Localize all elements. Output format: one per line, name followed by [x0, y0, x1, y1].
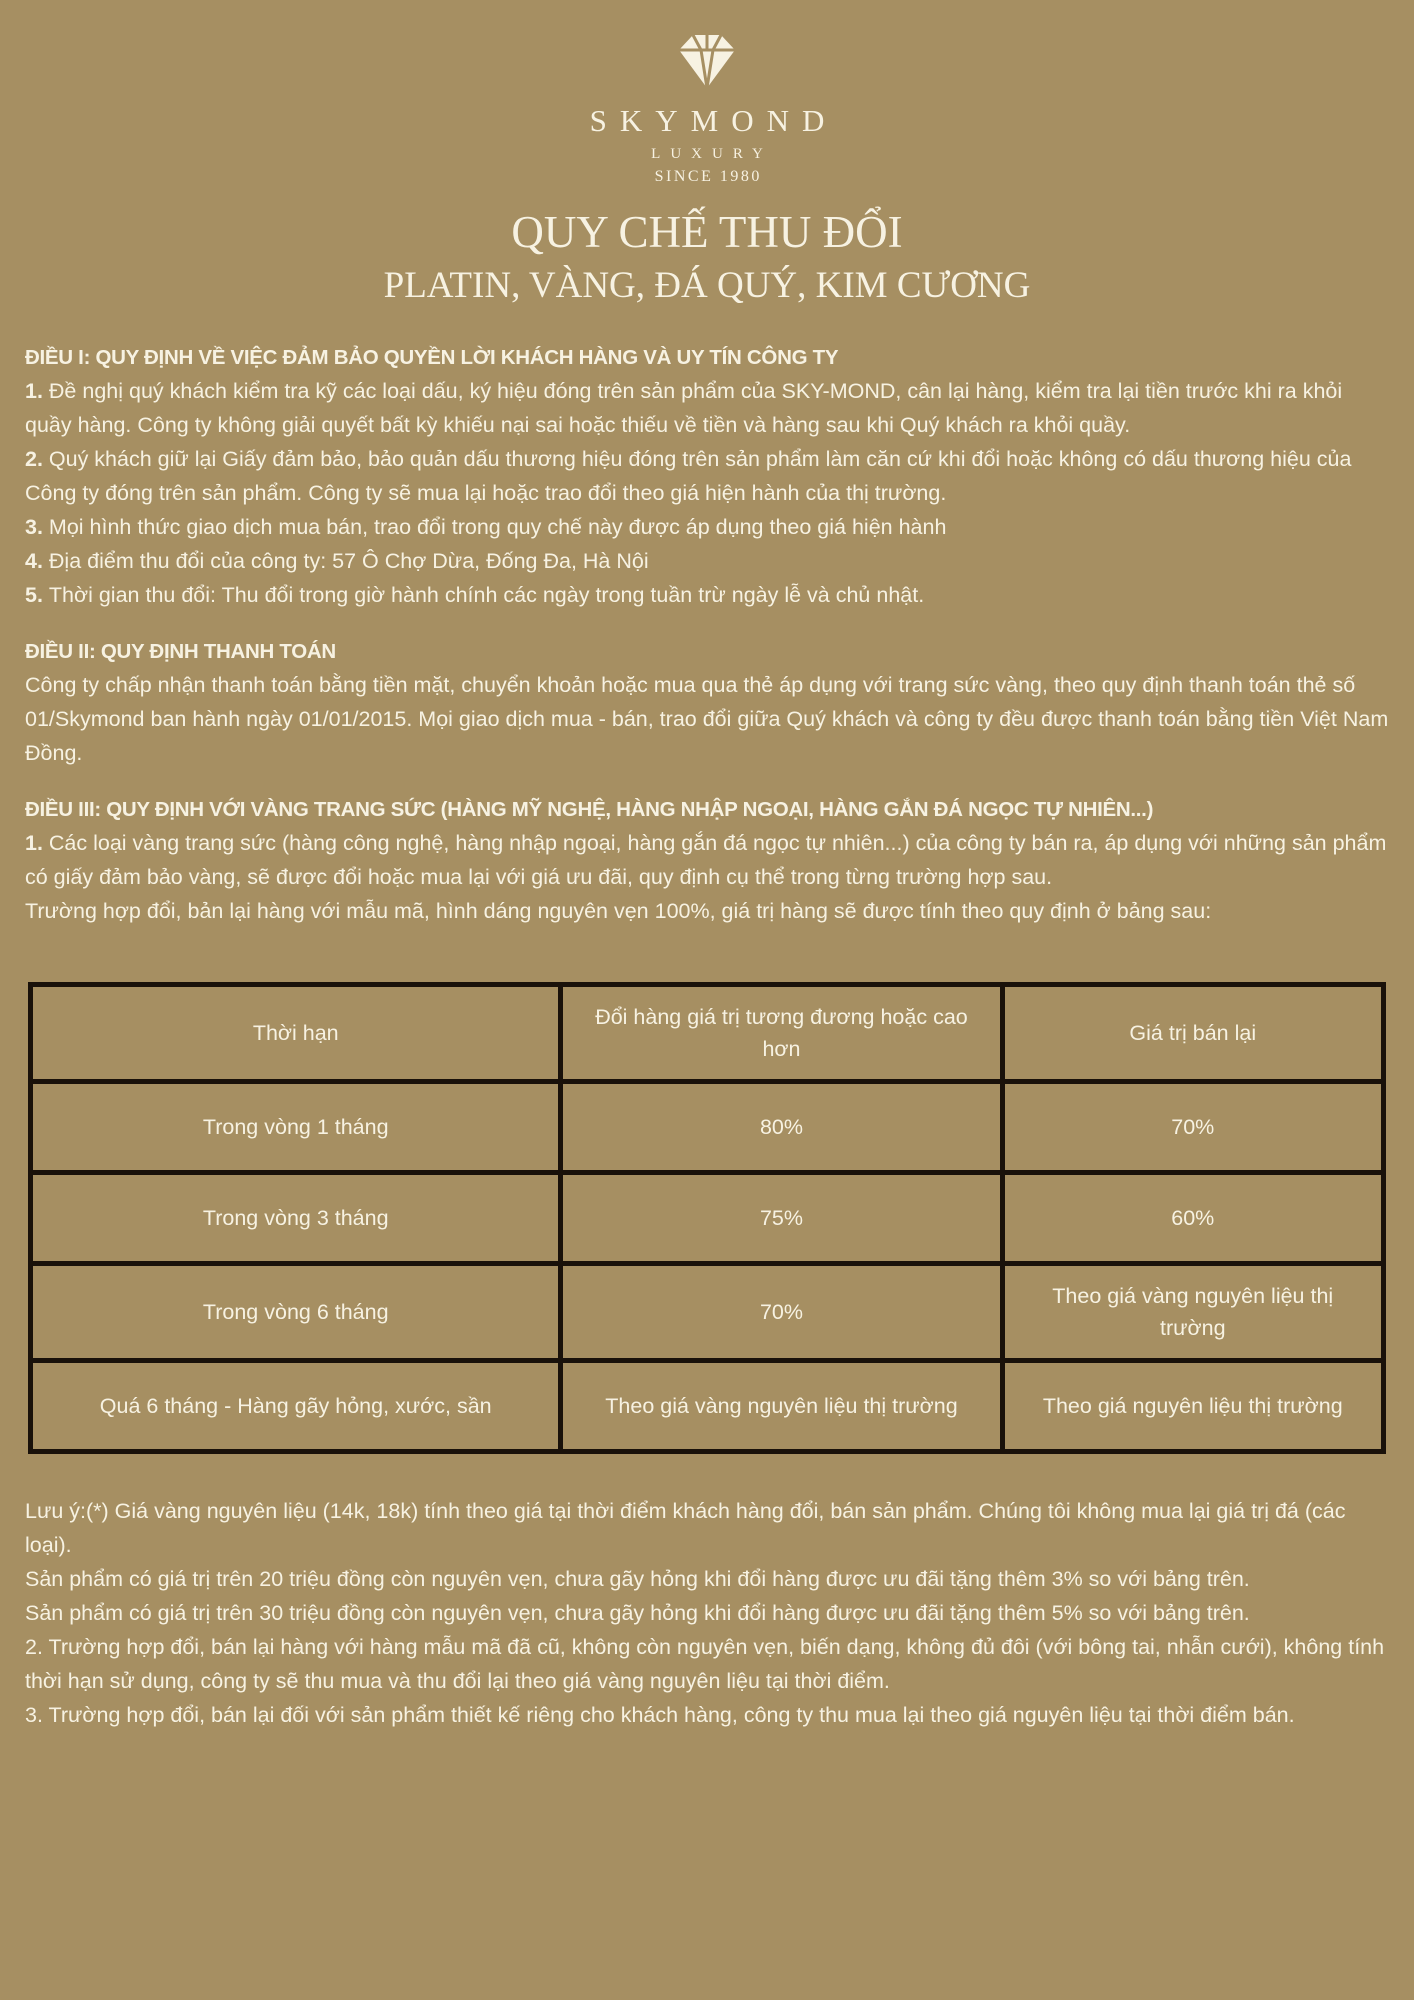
- page-subtitle: PLATIN, VÀNG, ĐÁ QUÝ, KIM CƯƠNG: [383, 265, 1031, 306]
- table-cell: 80%: [561, 1082, 1002, 1173]
- paragraph-number: 1.: [25, 831, 49, 855]
- table-header-cell: Giá trị bán lại: [1002, 985, 1383, 1082]
- brand-tagline: LUXURY: [651, 146, 773, 162]
- policy-section: [25, 342, 1389, 612]
- table-cell: 70%: [561, 1264, 1002, 1361]
- brand-header: [25, 30, 1389, 188]
- note-line: 3. Trường hợp đổi, bán lại đối với sản phẩm thiết kế riêng cho khách hàng, công ty thu mua lại theo giá nguyên liệu tại thời điểm bán.: [25, 1703, 1295, 1727]
- note-line: 2. Trường hợp đổi, bán lại hàng với hàng mẫu mã đã cũ, không còn nguyên vẹn, biến dạng, không đủ đôi (với bông tai, nhẫn cưới), không tính thời hạn sử dụng, công ty sẽ thu mua và thu đổi lại theo giá vàng nguyên liệu tại thời điểm.: [25, 1635, 1385, 1693]
- exchange-policy-table: [28, 982, 1386, 1454]
- table-cell: Theo giá vàng nguyên liệu thị trường: [1002, 1264, 1383, 1361]
- table-cell: Theo giá nguyên liệu thị trường: [1002, 1361, 1383, 1452]
- section-paragraph: 1. Các loại vàng trang sức (hàng công nghệ, hàng nhập ngoại, hàng gắn đá ngọc tự nhiên...) của công ty bán ra, áp dụng với những sản phẩm có giấy đảm bảo vàng, sẽ được đổi hoặc mua lại với giá ưu đãi, quy định cụ thể trong từng trường hợp sau.: [25, 831, 1387, 889]
- paragraph-number: 3.: [25, 515, 49, 539]
- section-heading: ĐIỀU I: QUY ĐỊNH VỀ VIỆC ĐẢM BẢO QUYỀN LỜI KHÁCH HÀNG VÀ UY TÍN CÔNG TY: [25, 346, 839, 369]
- diamond-icon: [668, 30, 746, 92]
- brand-since-label: SINCE 1980: [654, 168, 762, 185]
- note-line: Sản phẩm có giá trị trên 30 triệu đồng còn nguyên vẹn, chưa gãy hỏng khi đổi hàng được ưu đãi tặng thêm 5% so với bảng trên.: [25, 1601, 1250, 1625]
- section-paragraph: 3. Mọi hình thức giao dịch mua bán, trao đổi trong quy chế này được áp dụng theo giá hiện hành: [25, 515, 947, 539]
- section-paragraph: 2. Quý khách giữ lại Giấy đảm bảo, bảo quản dấu thương hiệu đóng trên sản phẩm làm căn cứ khi đổi hoặc không có dấu thương hiệu của Công ty đóng trên sản phẩm. Công ty sẽ mua lại hoặc trao đổi theo giá hiện hành của thị trường.: [25, 447, 1352, 505]
- table-header-cell: Thời hạn: [31, 985, 561, 1082]
- section-paragraph: Công ty chấp nhận thanh toán bằng tiền mặt, chuyển khoản hoặc mua qua thẻ áp dụng với trang sức vàng, theo quy định thanh toán thẻ số 01/Skymond ban hành ngày 01/01/2015. Mọi giao dịch mua - bán, trao đổi giữa Quý khách và công ty đều được thanh toán bằng tiền Việt Nam Đồng.: [25, 673, 1389, 765]
- table-cell: 75%: [561, 1173, 1002, 1264]
- table-row: [31, 1264, 1384, 1361]
- section-paragraph: 4. Địa điểm thu đổi của công ty: 57 Ô Chợ Dừa, Đống Đa, Hà Nội: [25, 549, 649, 573]
- policy-section: [25, 794, 1389, 928]
- section-heading: ĐIỀU III: QUY ĐỊNH VỚI VÀNG TRANG SỨC (HÀNG MỸ NGHỆ, HÀNG NHẬP NGOẠI, HÀNG GẮN ĐÁ NGỌC TỰ NHIÊN...): [25, 798, 1154, 821]
- page-title: QUY CHẾ THU ĐỔI: [511, 207, 903, 257]
- table-row: [31, 1361, 1384, 1452]
- section-paragraph: Trường hợp đổi, bản lại hàng với mẫu mã, hình dáng nguyên vẹn 100%, giá trị hàng sẽ được tính theo quy định ở bảng sau:: [25, 899, 1212, 923]
- table-cell: Trong vòng 1 tháng: [31, 1082, 561, 1173]
- table-row: [31, 1082, 1384, 1173]
- paragraph-number: 2.: [25, 447, 49, 471]
- table-cell: Trong vòng 3 tháng: [31, 1173, 561, 1264]
- paragraph-number: 5.: [25, 583, 49, 607]
- paragraph-number: 4.: [25, 549, 49, 573]
- policy-section: [25, 636, 1389, 770]
- policy-notes: [25, 1494, 1389, 1732]
- table-header-cell: Đổi hàng giá trị tương đương hoặc cao hơn: [561, 985, 1002, 1082]
- brand-name: SKYMOND: [589, 103, 838, 138]
- policy-sections: [25, 342, 1389, 928]
- table-cell: 60%: [1002, 1173, 1383, 1264]
- table-cell: Theo giá vàng nguyên liệu thị trường: [561, 1361, 1002, 1452]
- table-header-row: [31, 985, 1384, 1082]
- table-head: [31, 985, 1384, 1082]
- table-body: [31, 1082, 1384, 1452]
- table-cell: 70%: [1002, 1082, 1383, 1173]
- table-row: [31, 1173, 1384, 1264]
- note-line: Sản phẩm có giá trị trên 20 triệu đồng còn nguyên vẹn, chưa gãy hỏng khi đổi hàng được ưu đãi tặng thêm 3% so với bảng trên.: [25, 1567, 1250, 1591]
- section-paragraph: 5. Thời gian thu đổi: Thu đổi trong giờ hành chính các ngày trong tuần trừ ngày lễ và chủ nhật.: [25, 583, 925, 607]
- table-cell: Trong vòng 6 tháng: [31, 1264, 561, 1361]
- section-paragraph: 1. Đề nghị quý khách kiểm tra kỹ các loại dấu, ký hiệu đóng trên sản phẩm của SKY-MOND, cân lại hàng, kiểm tra lại tiền trước khi ra khỏi quầy hàng. Công ty không giải quyết bất kỳ khiếu nại sai hoặc thiếu về tiền và hàng sau khi Quý khách ra khỏi quầy.: [25, 379, 1343, 437]
- note-line: Lưu ý:(*) Giá vàng nguyên liệu (14k, 18k) tính theo giá tại thời điểm khách hàng đổi, bán sản phẩm. Chúng tôi không mua lại giá trị đá (các loại).: [25, 1499, 1346, 1557]
- section-heading: ĐIỀU II: QUY ĐỊNH THANH TOÁN: [25, 640, 336, 663]
- paragraph-number: 1.: [25, 379, 49, 403]
- table-cell: Quá 6 tháng - Hàng gãy hỏng, xước, sần: [31, 1361, 561, 1452]
